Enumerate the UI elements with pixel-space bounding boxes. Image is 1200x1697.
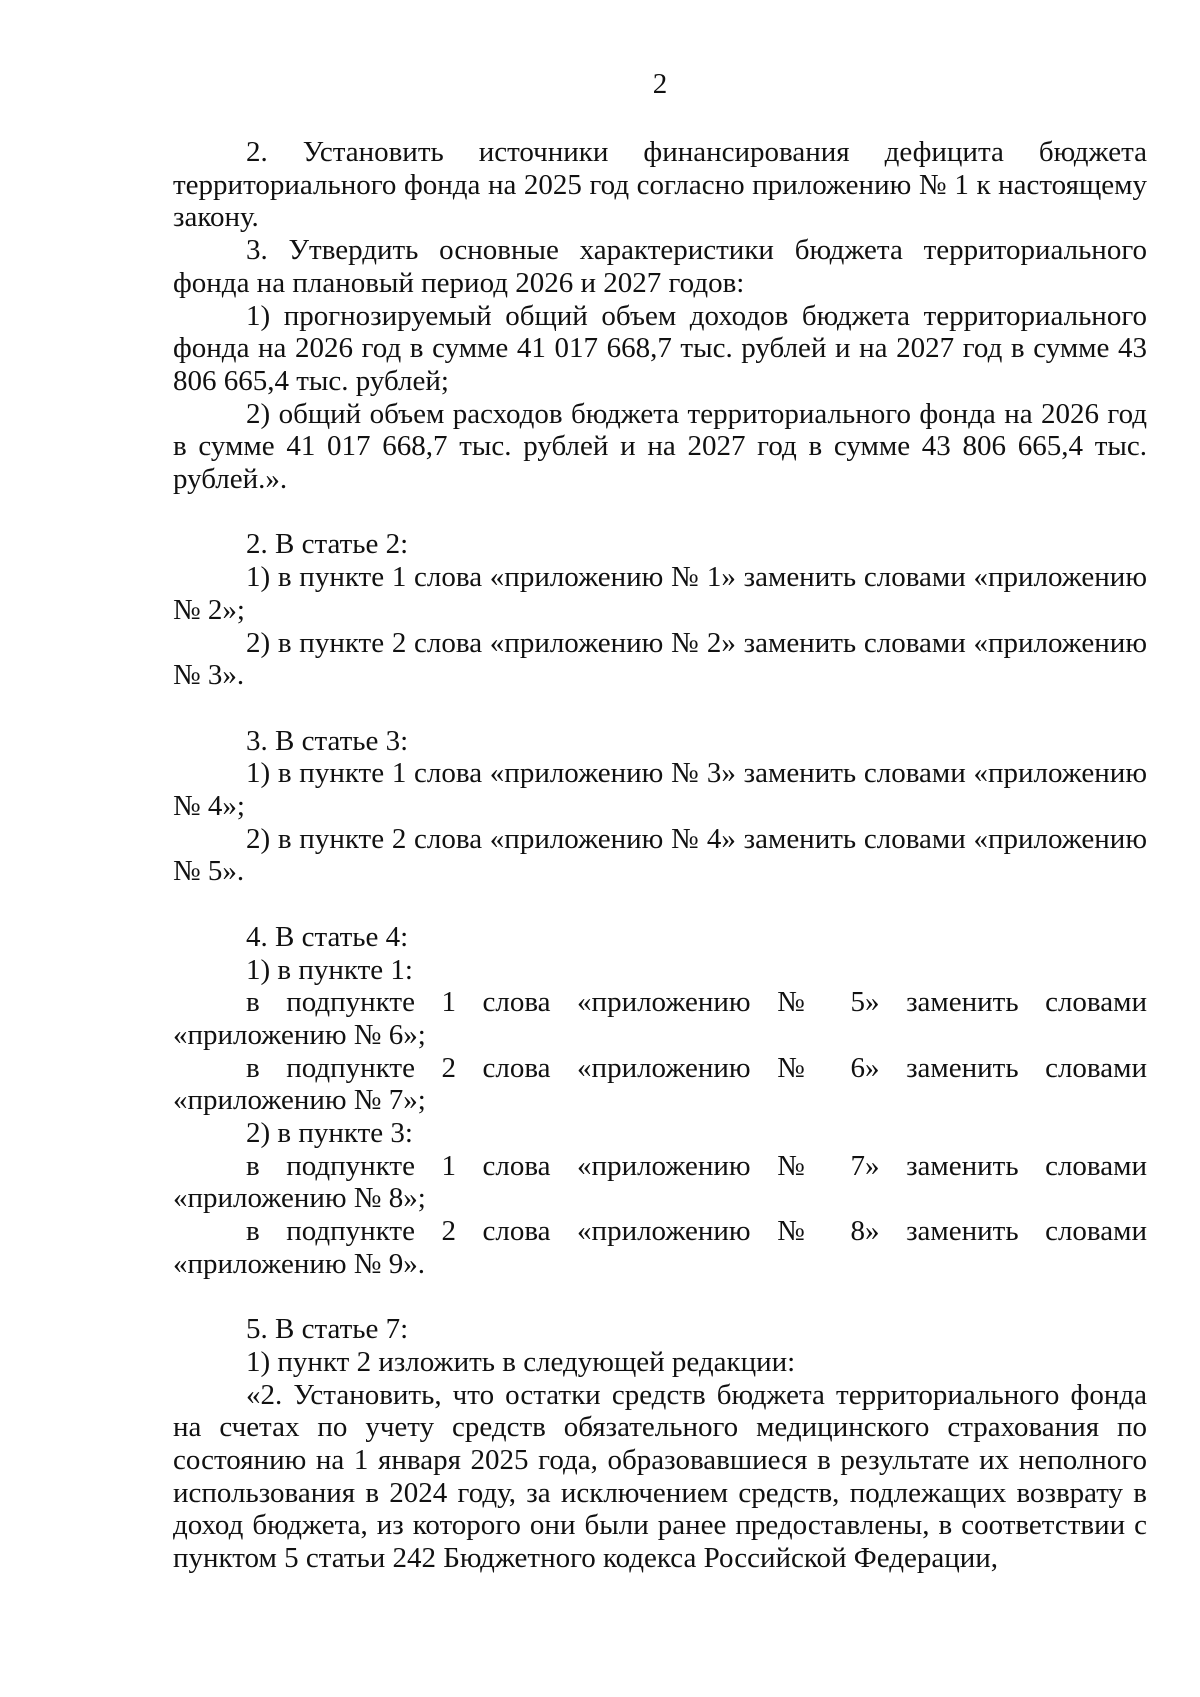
article2-item: 2) в пункте 2 слова «приложению № 2» заменить словами «приложению № 3». — [173, 626, 1147, 692]
article4-point3-item: в подпункте 2 слова «приложению № 8» заменить словами «приложению № 9». — [173, 1215, 1147, 1280]
article2-heading: 2. В статье 2: — [246, 528, 409, 561]
page-number: 2 — [652, 68, 668, 100]
article2-item: 1) в пункте 1 слова «приложению № 1» заменить словами «приложению № 2»; — [173, 561, 1147, 626]
article4-point1-item: в подпункте 1 слова «приложению № 5» заменить словами «приложению № 6»; — [173, 986, 1147, 1051]
section-gap — [173, 496, 1147, 529]
article4-point1-item: в подпункте 2 слова «приложению № 6» заменить словами «приложению № 7»; — [173, 1051, 1147, 1117]
section-gap — [173, 888, 1147, 921]
article4-heading: 4. В статье 4: — [246, 920, 409, 953]
article3-item: 2) в пункте 2 слова «приложению № 4» заменить словами «приложению № 5». — [173, 822, 1147, 888]
article3-heading: 3. В статье 3: — [246, 724, 409, 757]
article4-point3-heading: 2) в пункте 3: — [246, 1117, 413, 1150]
document-body — [173, 136, 1147, 1575]
article7-item1: 1) пункт 2 изложить в следующей редакции: — [246, 1345, 796, 1378]
article4-point3-item: в подпункте 1 слова «приложению № 7» заменить словами «приложению № 8»; — [173, 1149, 1147, 1215]
paragraph-financing-sources: 2. Установить источники финансирования дефицита бюджета территориального фонда на 2025 год согласно приложению № 1 к настоящему закону. — [173, 136, 1147, 234]
article4-point1-heading: 1) в пункте 1: — [246, 953, 413, 986]
paragraph-planned-period: 3. Утвердить основные характеристики бюджета территориального фонда на плановый период 2026 и 2027 годов: — [173, 234, 1147, 299]
section-gap — [173, 692, 1147, 725]
article7-heading: 5. В статье 7: — [246, 1313, 409, 1346]
paragraph-expenditure-total: 2) общий объем расходов бюджета территориального фонда на 2026 год в сумме 41 017 668,7 тыс. рублей и на 2027 год в сумме 43 806 665,4 тыс. рублей.». — [173, 397, 1147, 496]
paragraph-revenue-forecast: 1) прогнозируемый общий объем доходов бюджета территориального фонда на 2026 год в сумме 41 017 668,7 тыс. рублей и на 2027 год в сумме 43 806 665,4 тыс. рублей; — [173, 299, 1147, 397]
article7-quote: «2. Установить, что остатки средств бюджета территориального фонда на счетах по учету средств обязательного медицинского страхования по состоянию на 1 января 2025 года, образовавшиеся в результате их неполного использования в 2024 году, за исключением средств, подлежащих возврату в доход бюджета, из которого они были ранее предоставлены, в соответствии с пунктом 5 статьи 242 Бюджетного кодекса Российской Федерации, — [173, 1378, 1147, 1575]
section-gap — [173, 1281, 1147, 1314]
article3-item: 1) в пункте 1 слова «приложению № 3» заменить словами «приложению № 4»; — [173, 757, 1147, 823]
